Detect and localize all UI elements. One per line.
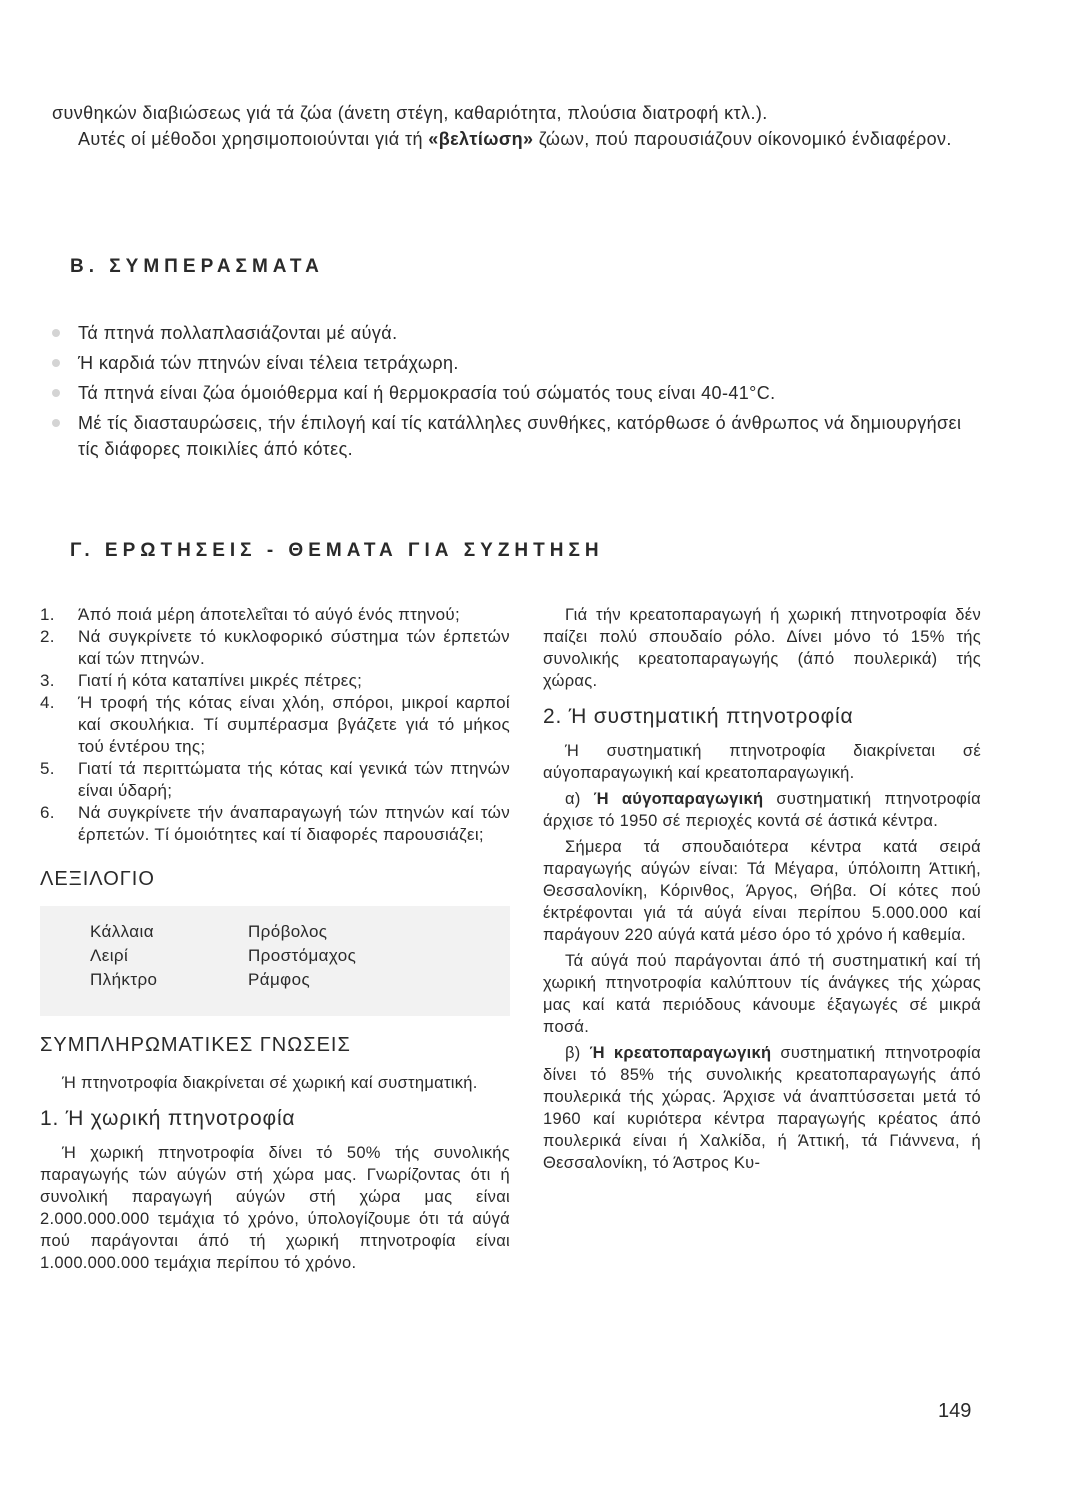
list-item <box>50 380 980 406</box>
question-text: Ή τροφή τής κότας είναι χλόη, σπόροι, μικροί καρποί καί σκουλήκια. Τί συμπέρασμα βγάζετε γιά τό μήκος τού έντέρου της; <box>78 693 510 756</box>
vocabulary-term: Πρόβολος <box>248 922 328 941</box>
question-text: Γιατί τά περιττώματα τής κότας καί γενικά τών πτηνών είναι ύδαρή; <box>78 759 510 800</box>
conclusion-text: Μέ τίς διασταυρώσεις, τήν έπιλογή καί τίς κατάλληλες συνθήκες, κατόρθωσε ό άνθρωπος νά δημιουργήσει τίς διάφορες ποικιλίες άπό κότες. <box>78 413 962 459</box>
question-number: 2. <box>40 627 55 646</box>
vocabulary-column-1 <box>90 920 157 992</box>
bullet-dot-icon <box>52 359 60 367</box>
question-text: Νά συγκρίνετε τό κυκλοφορικό σύστημα τών έρπετών καί τών πτηνών. <box>78 627 510 668</box>
bullet-dot-icon <box>52 329 60 337</box>
list-item <box>50 320 980 346</box>
vocabulary-term: Πλήκτρο <box>90 970 158 989</box>
egg-production-paragraph <box>543 788 981 832</box>
intro-text-post: ζώων, πού παρουσιάζουν οίκονομικό ένδιαφέρον. <box>533 129 952 149</box>
egg-production-term: Ή αύγοπαραγωγική <box>593 790 764 808</box>
meat-production-paragraph <box>543 1042 981 1174</box>
question-number: 1. <box>40 605 55 624</box>
right-column <box>543 604 981 1178</box>
list-item <box>50 350 980 376</box>
item-label: α) <box>565 790 594 808</box>
question-number: 3. <box>40 671 55 690</box>
list-item <box>40 626 510 670</box>
egg-production-text: συστηματική πτηνοτροφία άρχισε τό 1950 σέ περιοχές κοντά σέ άστικά κέντρα. <box>543 790 981 830</box>
section-c-heading: Γ. ΕΡΩΤΗΣΕΙΣ - ΘΕΜΑΤΑ ΓΙΑ ΣΥΖΗΤΗΣΗ <box>70 540 604 561</box>
question-number: 4. <box>40 693 55 712</box>
intro-paragraph-2 <box>52 126 977 152</box>
vocabulary-term: Προστόμαχος <box>248 946 357 965</box>
rural-poultry-paragraph-1: Ή χωρική πτηνοτροφία δίνει τό 50% τής συνολικής παραγωγής τών αύγών στή χώρα μας. Γνωρίζοντας ότι ή συνολική παραγωγή αύγών στή χώρα μας είναι 2.000.000.000 τεμάχια τό χρόνο, ύπολογίζουμε ότι τά αύγά πού παράγονται άπό τή χωρική πτηνοτροφία είναι 1.000.000.000 τεμάχια περίπου τό χρόνο. <box>40 1144 510 1272</box>
systematic-poultry-heading: 2. Ή συστηματική πτηνοτροφία <box>543 705 854 728</box>
vocabulary-box <box>40 906 510 1016</box>
question-text: Γιατί ή κότα καταπίνει μικρές πέτρες; <box>78 671 363 690</box>
section-b-heading: Β. ΣΥΜΠΕΡΑΣΜΑΤΑ <box>70 256 324 277</box>
vocabulary-heading: ΛΕΞΙΛΟΓΙΟ <box>40 868 155 890</box>
item-label: β) <box>565 1044 590 1062</box>
conclusion-text: Τά πτηνά είναι ζώα όμοιόθερμα καί ή θερμοκρασία τού σώματός τους είναι 40-41°C. <box>78 383 776 403</box>
meat-production-text: συστηματική πτηνοτροφία δίνει τό 85% τής συνολικής κρεατοπαραγωγής άπό πουλερικά τής χώρας. Άρχισε νά άναπτύσσεται μετά τό 1960 καί κυριότερα κέντρα παραγωγής κρέατος άπό πουλερικά είναι ή Χαλκίδα, ή Άττική, τά Γιάννενα, ή Θεσσαλονίκη, τό Άστρος Κυ- <box>543 1044 981 1172</box>
conclusion-text: Τά πτηνά πολλαπλασιάζονται μέ αύγά. <box>78 323 398 343</box>
page-number: 149 <box>938 1400 972 1422</box>
supplementary-intro: Ή πτηνοτροφία διακρίνεται σέ χωρική καί συστηματική. <box>62 1074 478 1092</box>
list-item <box>40 758 510 802</box>
rural-poultry-heading: 1. Ή χωρική πτηνοτροφία <box>40 1107 296 1130</box>
egg-centers-paragraph: Σήμερα τά σπουδαιότερα κέντρα κατά σειρά παραγωγής αύγών είναι: Τά Μέγαρα, ύπόλοιπη Άττική, Θεσσαλονίκη, Κόρινθος, Άργος, Θήβα. Οί κότες πού έκτρέφονται γιά τά αύγά είναι περίπου 5.000.000 καί παράγουν 220 αύγά κατά μέσο όρο τό χρόνο ή καθεμία. <box>543 838 981 944</box>
systematic-intro: Ή συστηματική πτηνοτροφία διακρίνεται σέ αύγοπαραγωγική καί κρεατοπαραγωγική. <box>543 742 981 782</box>
question-number: 5. <box>40 759 55 778</box>
egg-coverage-paragraph: Τά αύγά πού παράγονται άπό τή συστηματική καί τή χωρική πτηνοτροφία καλύπτουν τίς άνάγκες τής χώρας μας καί κατά περιόδους κάνουμε έξαγωγές σέ μικρά ποσά. <box>543 952 981 1036</box>
intro-bold-term: «βελτίωση» <box>428 129 534 149</box>
question-text: Νά συγκρίνετε τήν άναπαραγωγή τών πτηνών καί τών έρπετών. Τί όμοιότητες καί τί διαφορές παρουσιάζει; <box>78 803 510 844</box>
questions-list <box>40 604 510 846</box>
left-column <box>40 604 510 1278</box>
question-number: 6. <box>40 803 55 822</box>
list-item <box>40 604 510 626</box>
list-item <box>40 802 510 846</box>
bullet-dot-icon <box>52 389 60 397</box>
conclusions-list <box>50 320 980 466</box>
vocabulary-column-2 <box>248 920 356 992</box>
intro-text-pre: Αυτές οί μέθοδοι χρησιμοποιούνται γιά τή <box>78 129 429 149</box>
bullet-dot-icon <box>52 419 60 427</box>
list-item <box>50 410 980 462</box>
list-item <box>40 670 510 692</box>
intro-paragraph-1: συνθηκών διαβιώσεως γιά τά ζώα (άνετη στέγη, καθαριότητα, πλούσια διατροφή κτλ.). <box>52 103 768 123</box>
question-text: Άπό ποιά μέρη άποτελεΐται τό αύγό ένός πτηνού; <box>78 605 461 624</box>
list-item <box>40 692 510 758</box>
intro-paragraphs <box>52 100 977 152</box>
vocabulary-term: Ράμφος <box>248 970 311 989</box>
vocabulary-term: Λειρί <box>90 946 129 965</box>
vocabulary-term: Κάλλαια <box>90 922 154 941</box>
conclusion-text: Ή καρδιά τών πτηνών είναι τέλεια τετράχωρη. <box>78 353 459 373</box>
rural-poultry-paragraph-2: Γιά τήν κρεατοπαραγωγή ή χωρική πτηνοτροφία δέν παίζει πολύ σπουδαίο ρόλο. Δίνει μόνο τό 15% τής συνολικής κρεατοπαραγωγής (άπό πουλερικά) τής χώρας. <box>543 606 981 690</box>
meat-production-term: Ή κρεατοπαραγωγική <box>589 1044 772 1062</box>
supplementary-heading: ΣΥΜΠΛΗΡΩΜΑΤΙΚΕΣ ΓΝΩΣΕΙΣ <box>40 1034 351 1056</box>
